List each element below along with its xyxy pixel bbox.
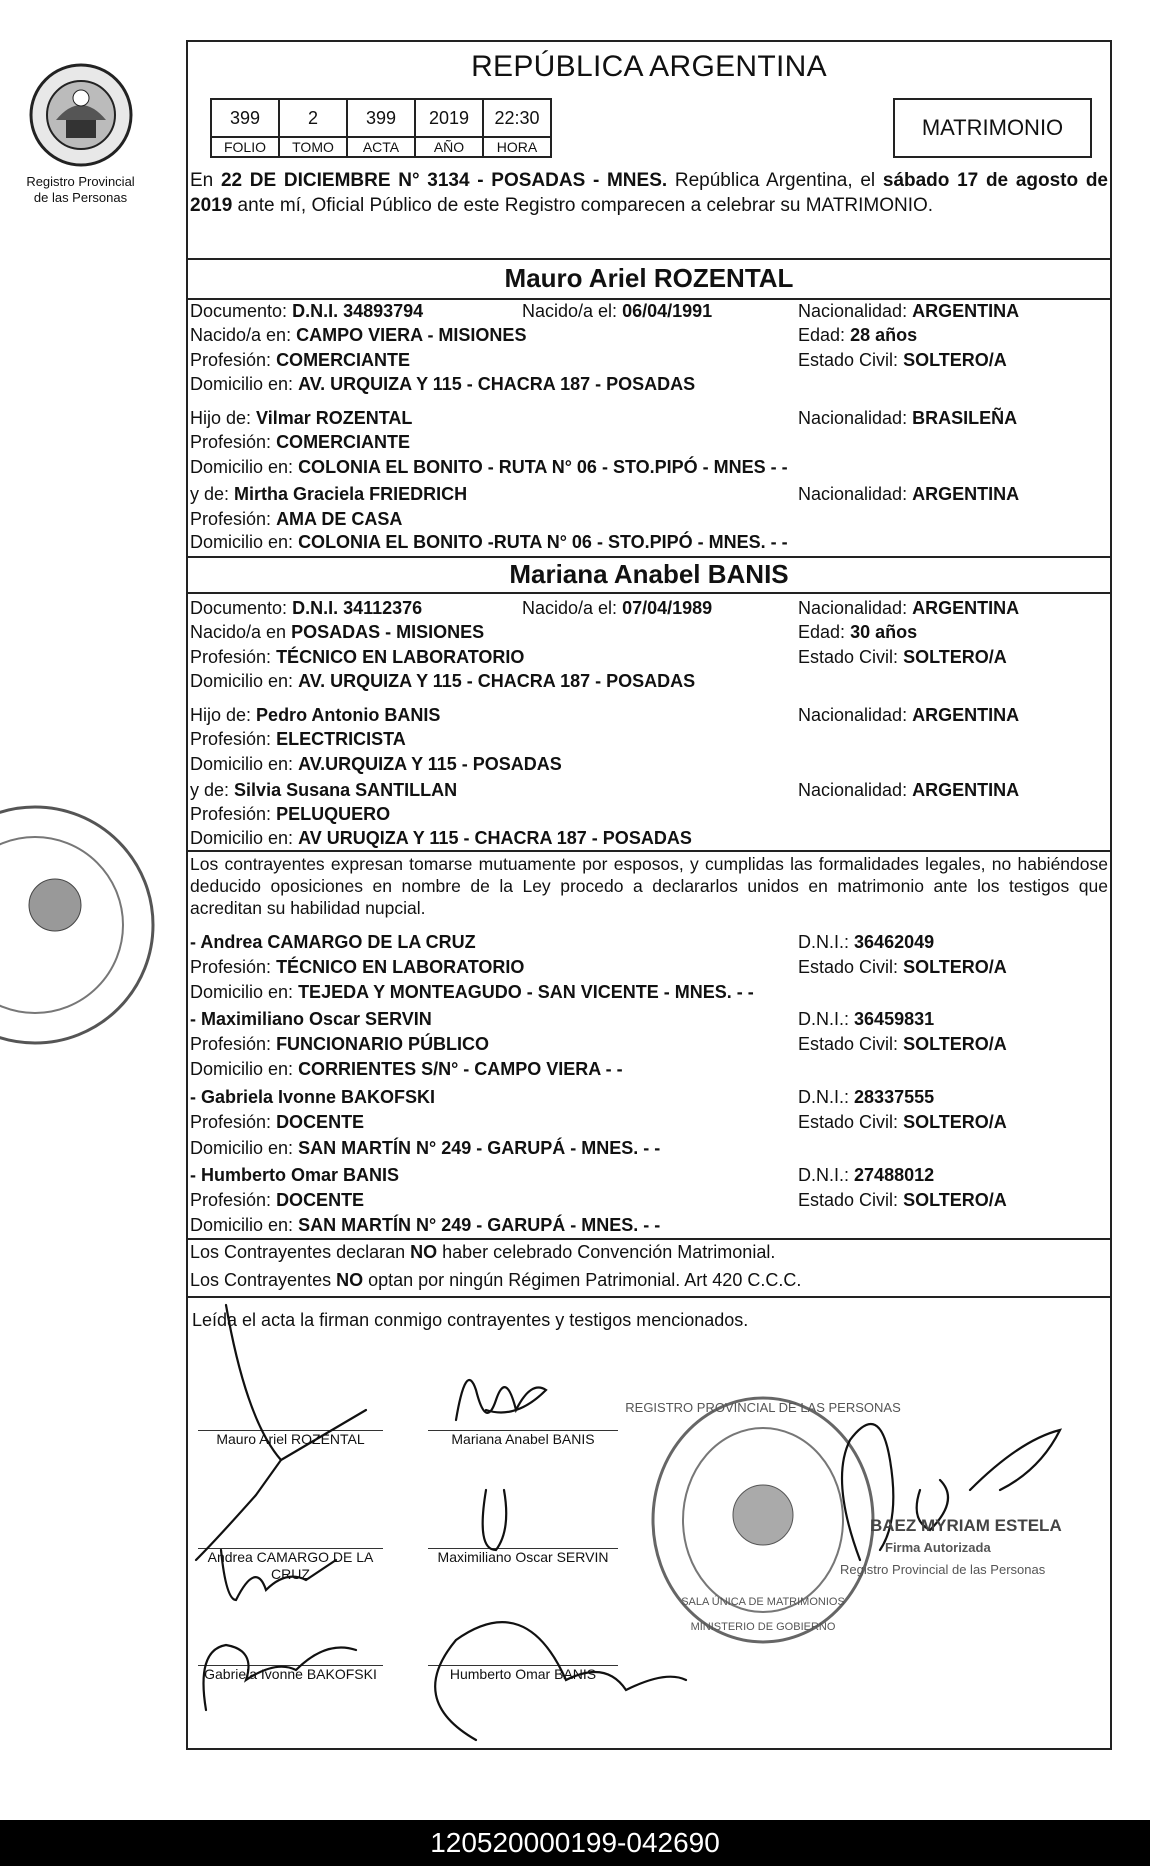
official-role: Firma Autorizada xyxy=(885,1540,991,1555)
intro-text-2: República Argentina, el xyxy=(667,170,883,191)
spouse2-birthplace: Nacido/a en POSADAS - MISIONES xyxy=(190,622,485,642)
logo-line1: Registro Provincial xyxy=(26,174,135,189)
official-organization: Registro Provincial de las Personas xyxy=(840,1562,1046,1577)
spouse2-document: Documento: D.N.I. 34112376 xyxy=(190,598,423,618)
witness3-name: - Gabriela Ivonne BAKOFSKI xyxy=(190,1087,436,1107)
witness3-civil-status: Estado Civil: SOLTERO/A xyxy=(798,1112,1007,1132)
divider xyxy=(186,556,1112,558)
intro-text-1: En xyxy=(190,170,221,191)
spouse2-name: Mariana Anabel BANIS xyxy=(509,559,789,589)
witness3-address: Domicilio en: SAN MARTÍN N° 249 - GARUPÁ - MNES. - - xyxy=(190,1138,661,1158)
spouse2-birthdate: Nacido/a el: 07/04/1989 xyxy=(522,598,713,618)
witness3-profession: Profesión: DOCENTE xyxy=(190,1112,365,1132)
registry-office: 22 DE DICIEMBRE N° 3134 - POSADAS - MNES. xyxy=(220,170,668,191)
registry-logo xyxy=(18,60,143,206)
spouse2-father-nationality: Nacionalidad: ARGENTINA xyxy=(798,705,1020,725)
folio-value: 399 xyxy=(229,108,261,128)
side-seal xyxy=(0,790,160,1060)
signature-label-6: Humberto Omar BANIS xyxy=(449,1666,597,1682)
spouse2-address: Domicilio en: AV. URQUIZA Y 115 - CHACRA 187 - POSADAS xyxy=(190,671,696,691)
witness1-name: - Andrea CAMARGO DE LA CRUZ xyxy=(190,932,476,952)
year-cell xyxy=(414,98,484,158)
witness2-civil-status: Estado Civil: SOLTERO/A xyxy=(798,1034,1007,1054)
witness3-dni: D.N.I.: 28337555 xyxy=(798,1087,935,1107)
witness4-address: Domicilio en: SAN MARTÍN N° 249 - GARUPÁ - MNES. - - xyxy=(190,1215,661,1235)
spouse1-father-profession: Profesión: COMERCIANTE xyxy=(190,432,411,452)
acta-value: 399 xyxy=(365,108,397,128)
spouse2-father-name: Hijo de: Pedro Antonio BANIS xyxy=(190,705,441,725)
spouse2-profession: Profesión: TÉCNICO EN LABORATORIO xyxy=(190,647,525,667)
spouse2-civil-status: Estado Civil: SOLTERO/A xyxy=(798,647,1007,667)
hour-cell xyxy=(482,98,552,158)
divider xyxy=(186,850,1112,852)
divider xyxy=(186,258,1112,260)
acta-cell xyxy=(346,98,416,158)
marriage-declaration: Los contrayentes expresan tomarse mutuamente por esposos, y cumplidas las formalidades legales, no habiéndose deducido oposiciones en nombre de la Ley procedo a declararlos unidos en matrimonio ante los testigos que acreditan su habilidad nupcial. xyxy=(190,854,1108,918)
spouse1-mother-address: Domicilio en: COLONIA EL BONITO -RUTA N° 06 - STO.PIPÓ - MNES. - - xyxy=(190,532,788,552)
convention-line: Los Contrayentes declaran NO haber celebrado Convención Matrimonial. xyxy=(190,1242,776,1262)
spouse1-father-nationality: Nacionalidad: BRASILEÑA xyxy=(798,408,1018,428)
spouse2-mother-address: Domicilio en: AV URUQIZA Y 115 - CHACRA 187 - POSADAS xyxy=(190,828,692,848)
hour-value: 22:30 xyxy=(494,108,540,128)
acta-label: ACTA xyxy=(348,136,414,156)
divider xyxy=(186,1296,1112,1298)
spouse1-age: Edad: 28 años xyxy=(798,325,918,345)
witness1-civil-status: Estado Civil: SOLTERO/A xyxy=(798,957,1007,977)
signature-label-1: Mauro Ariel ROZENTAL xyxy=(216,1431,365,1447)
spouse1-birthdate: Nacido/a el: 06/04/1991 xyxy=(522,301,713,321)
tomo-label: TOMO xyxy=(280,136,346,156)
spouse1-mother-nationality: Nacionalidad: ARGENTINA xyxy=(798,484,1020,504)
spouse1-civil-status: Estado Civil: SOLTERO/A xyxy=(798,350,1007,370)
witness1-profession: Profesión: TÉCNICO EN LABORATORIO xyxy=(190,957,525,977)
witness2-name: - Maximiliano Oscar SERVIN xyxy=(190,1009,432,1029)
year-label: AÑO xyxy=(416,136,482,156)
reading-statement: Leída el acta la firman conmigo contrayentes y testigos mencionados. xyxy=(192,1310,749,1330)
signature-label-5: Gabriela Ivonne BAKOFSKI xyxy=(204,1666,377,1682)
regime-line: Los Contrayentes NO optan por ningún Régimen Patrimonial. Art 420 C.C.C. xyxy=(190,1270,802,1290)
folio-label: FOLIO xyxy=(212,136,278,156)
official-name: BAEZ MYRIAM ESTELA xyxy=(870,1516,1062,1535)
ceremony-date: sábado 17 de agosto de 2019 xyxy=(190,170,1108,216)
witness2-address: Domicilio en: CORRIENTES S/N° - CAMPO VIERA - - xyxy=(190,1059,623,1079)
tomo-value: 2 xyxy=(307,108,318,128)
tomo-cell xyxy=(278,98,348,158)
folio-cell xyxy=(210,98,280,158)
spouse2-age: Edad: 30 años xyxy=(798,622,918,642)
witness4-profession: Profesión: DOCENTE xyxy=(190,1190,365,1210)
logo-caption xyxy=(18,174,143,206)
intro-paragraph xyxy=(190,168,1108,218)
witness2-dni: D.N.I.: 36459831 xyxy=(798,1009,935,1029)
spouse2-mother-name: y de: Silvia Susana SANTILLAN xyxy=(190,780,458,800)
spouse1-address: Domicilio en: AV. URQUIZA Y 115 - CHACRA 187 - POSADAS xyxy=(190,374,696,394)
spouse1-mother-profession: Profesión: AMA DE CASA xyxy=(190,509,403,529)
signature-label-3: Andrea CAMARGO DE LA CRUZ xyxy=(207,1549,374,1582)
seal-bottom-text: MINISTERIO DE GOBIERNO xyxy=(690,1621,836,1633)
witness4-name: - Humberto Omar BANIS xyxy=(190,1165,400,1185)
witness1-dni: D.N.I.: 36462049 xyxy=(798,932,935,952)
act-type-box: MATRIMONIO xyxy=(893,98,1092,158)
signature-label-4: Maximiliano Oscar SERVIN xyxy=(437,1549,609,1565)
year-value: 2019 xyxy=(428,108,470,128)
intro-text-3: ante mí, Oficial Público de este Registro comparecen a celebrar su MATRIMONIO. xyxy=(232,195,934,216)
witness4-civil-status: Estado Civil: SOLTERO/A xyxy=(798,1190,1007,1210)
witness1-address: Domicilio en: TEJEDA Y MONTEAGUDO - SAN VICENTE - MNES. - - xyxy=(190,982,754,1002)
spouse1-father-name: Hijo de: Vilmar ROZENTAL xyxy=(190,408,413,428)
spouse1-birthplace: Nacido/a en: CAMPO VIERA - MISIONES xyxy=(190,325,527,345)
seal-top-text: REGISTRO PROVINCIAL DE LAS PERSONAS xyxy=(625,1400,901,1415)
country-title: REPÚBLICA ARGENTINA xyxy=(471,50,827,83)
document-code-bar: 120520000199-042690 xyxy=(0,1820,1150,1866)
seal-inner-text: SALA ÚNICA DE MATRIMONIOS xyxy=(681,1596,845,1608)
spouse1-document: Documento: D.N.I. 34893794 xyxy=(190,301,424,321)
spouse1-name: Mauro Ariel ROZENTAL xyxy=(504,263,794,293)
spouse1-father-address: Domicilio en: COLONIA EL BONITO - RUTA N° 06 - STO.PIPÓ - MNES - - xyxy=(190,457,788,477)
divider xyxy=(186,592,1112,594)
spouse1-nationality: Nacionalidad: ARGENTINA xyxy=(798,301,1020,321)
spouse2-father-address: Domicilio en: AV.URQUIZA Y 115 - POSADAS xyxy=(190,754,562,774)
spouse2-mother-profession: Profesión: PELUQUERO xyxy=(190,804,391,824)
spouse2-mother-nationality: Nacionalidad: ARGENTINA xyxy=(798,780,1020,800)
spouse1-mother-name: y de: Mirtha Graciela FRIEDRICH xyxy=(190,484,468,504)
province-coat-of-arms xyxy=(26,60,136,170)
witness2-profession: Profesión: FUNCIONARIO PÚBLICO xyxy=(190,1034,490,1054)
spouse2-father-profession: Profesión: ELECTRICISTA xyxy=(190,729,406,749)
witness4-dni: D.N.I.: 27488012 xyxy=(798,1165,935,1185)
signature-label-2: Mariana Anabel BANIS xyxy=(451,1431,595,1447)
spouse2-nationality: Nacionalidad: ARGENTINA xyxy=(798,598,1020,618)
logo-line2: de las Personas xyxy=(33,190,128,205)
hour-label: HORA xyxy=(484,136,550,156)
spouse1-profession: Profesión: COMERCIANTE xyxy=(190,350,411,370)
